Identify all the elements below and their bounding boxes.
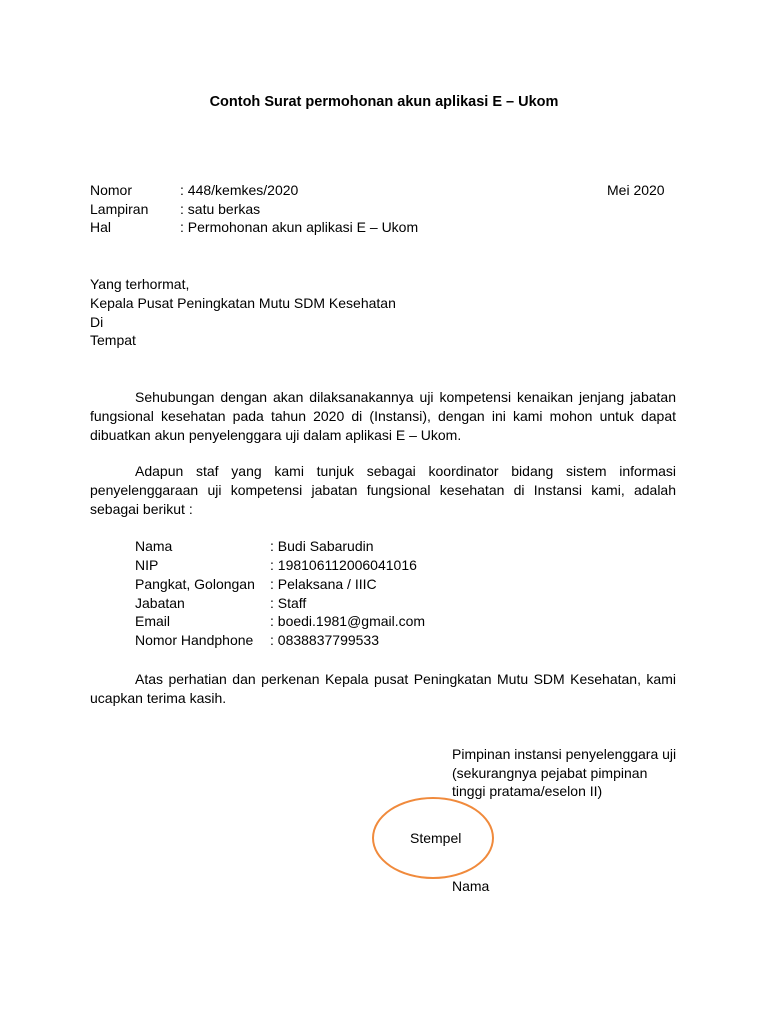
detail-value: : 198106112006041016 <box>270 557 417 573</box>
recipient-place: Tempat <box>90 332 136 348</box>
body-paragraph-2: Adapun staf yang kami tunjuk sebagai koordinator bidang sistem informasi penyelenggaraan uji kompetensi jabatan fungsional kesehatan di Instansi kami, adalah sebagai berikut : <box>90 463 676 517</box>
signature-note-2: tinggi pratama/eselon II) <box>452 783 603 799</box>
detail-value: : Staff <box>270 595 307 611</box>
letter-date: Mei 2020 <box>607 182 665 198</box>
detail-label: Nama <box>135 538 173 554</box>
detail-label: Nomor Handphone <box>135 632 254 648</box>
recipient-salutation: Yang terhormat, <box>90 276 190 292</box>
body-paragraph-1: Sehubungan dengan akan dilaksanakannya uji kompetensi kenaikan jenjang jabatan fungsional kesehatan pada tahun 2020 di (Instansi), dengan ini kami mohon untuk dapat dibuatkan akun penyelenggara uji dalam aplikasi E – Ukom. <box>90 389 676 443</box>
detail-value: : boedi.1981@gmail.com <box>270 613 426 629</box>
hal-value: : Permohonan akun aplikasi E – Ukom <box>180 219 419 235</box>
nomor-label: Nomor <box>90 182 133 198</box>
detail-value: : 0838837799533 <box>270 632 379 648</box>
signature-name: Nama <box>452 878 490 894</box>
hal-label: Hal <box>90 219 112 235</box>
lampiran-value: : satu berkas <box>180 201 261 217</box>
recipient-di: Di <box>90 314 104 330</box>
detail-label: Jabatan <box>135 595 185 611</box>
stamp-label: Stempel <box>410 830 462 846</box>
detail-value: : Pelaksana / IIIC <box>270 576 377 592</box>
nomor-value: : 448/kemkes/2020 <box>180 182 299 198</box>
body-paragraph-3: Atas perhatian dan perkenan Kepala pusat Peningkatan Mutu SDM Kesehatan, kami ucapkan terima kasih. <box>90 671 676 706</box>
letter-title: Contoh Surat permohonan akun aplikasi E – Ukom <box>209 94 559 110</box>
lampiran-label: Lampiran <box>90 201 149 217</box>
detail-value: : Budi Sabarudin <box>270 538 374 554</box>
signature-note-1: (sekurangnya pejabat pimpinan <box>452 765 648 781</box>
signature-title: Pimpinan instansi penyelenggara uji <box>452 746 677 762</box>
recipient-name: Kepala Pusat Peningkatan Mutu SDM Kesehatan <box>90 295 396 311</box>
detail-label: Email <box>135 613 171 629</box>
detail-label: Pangkat, Golongan <box>135 576 255 592</box>
detail-label: NIP <box>135 557 159 573</box>
